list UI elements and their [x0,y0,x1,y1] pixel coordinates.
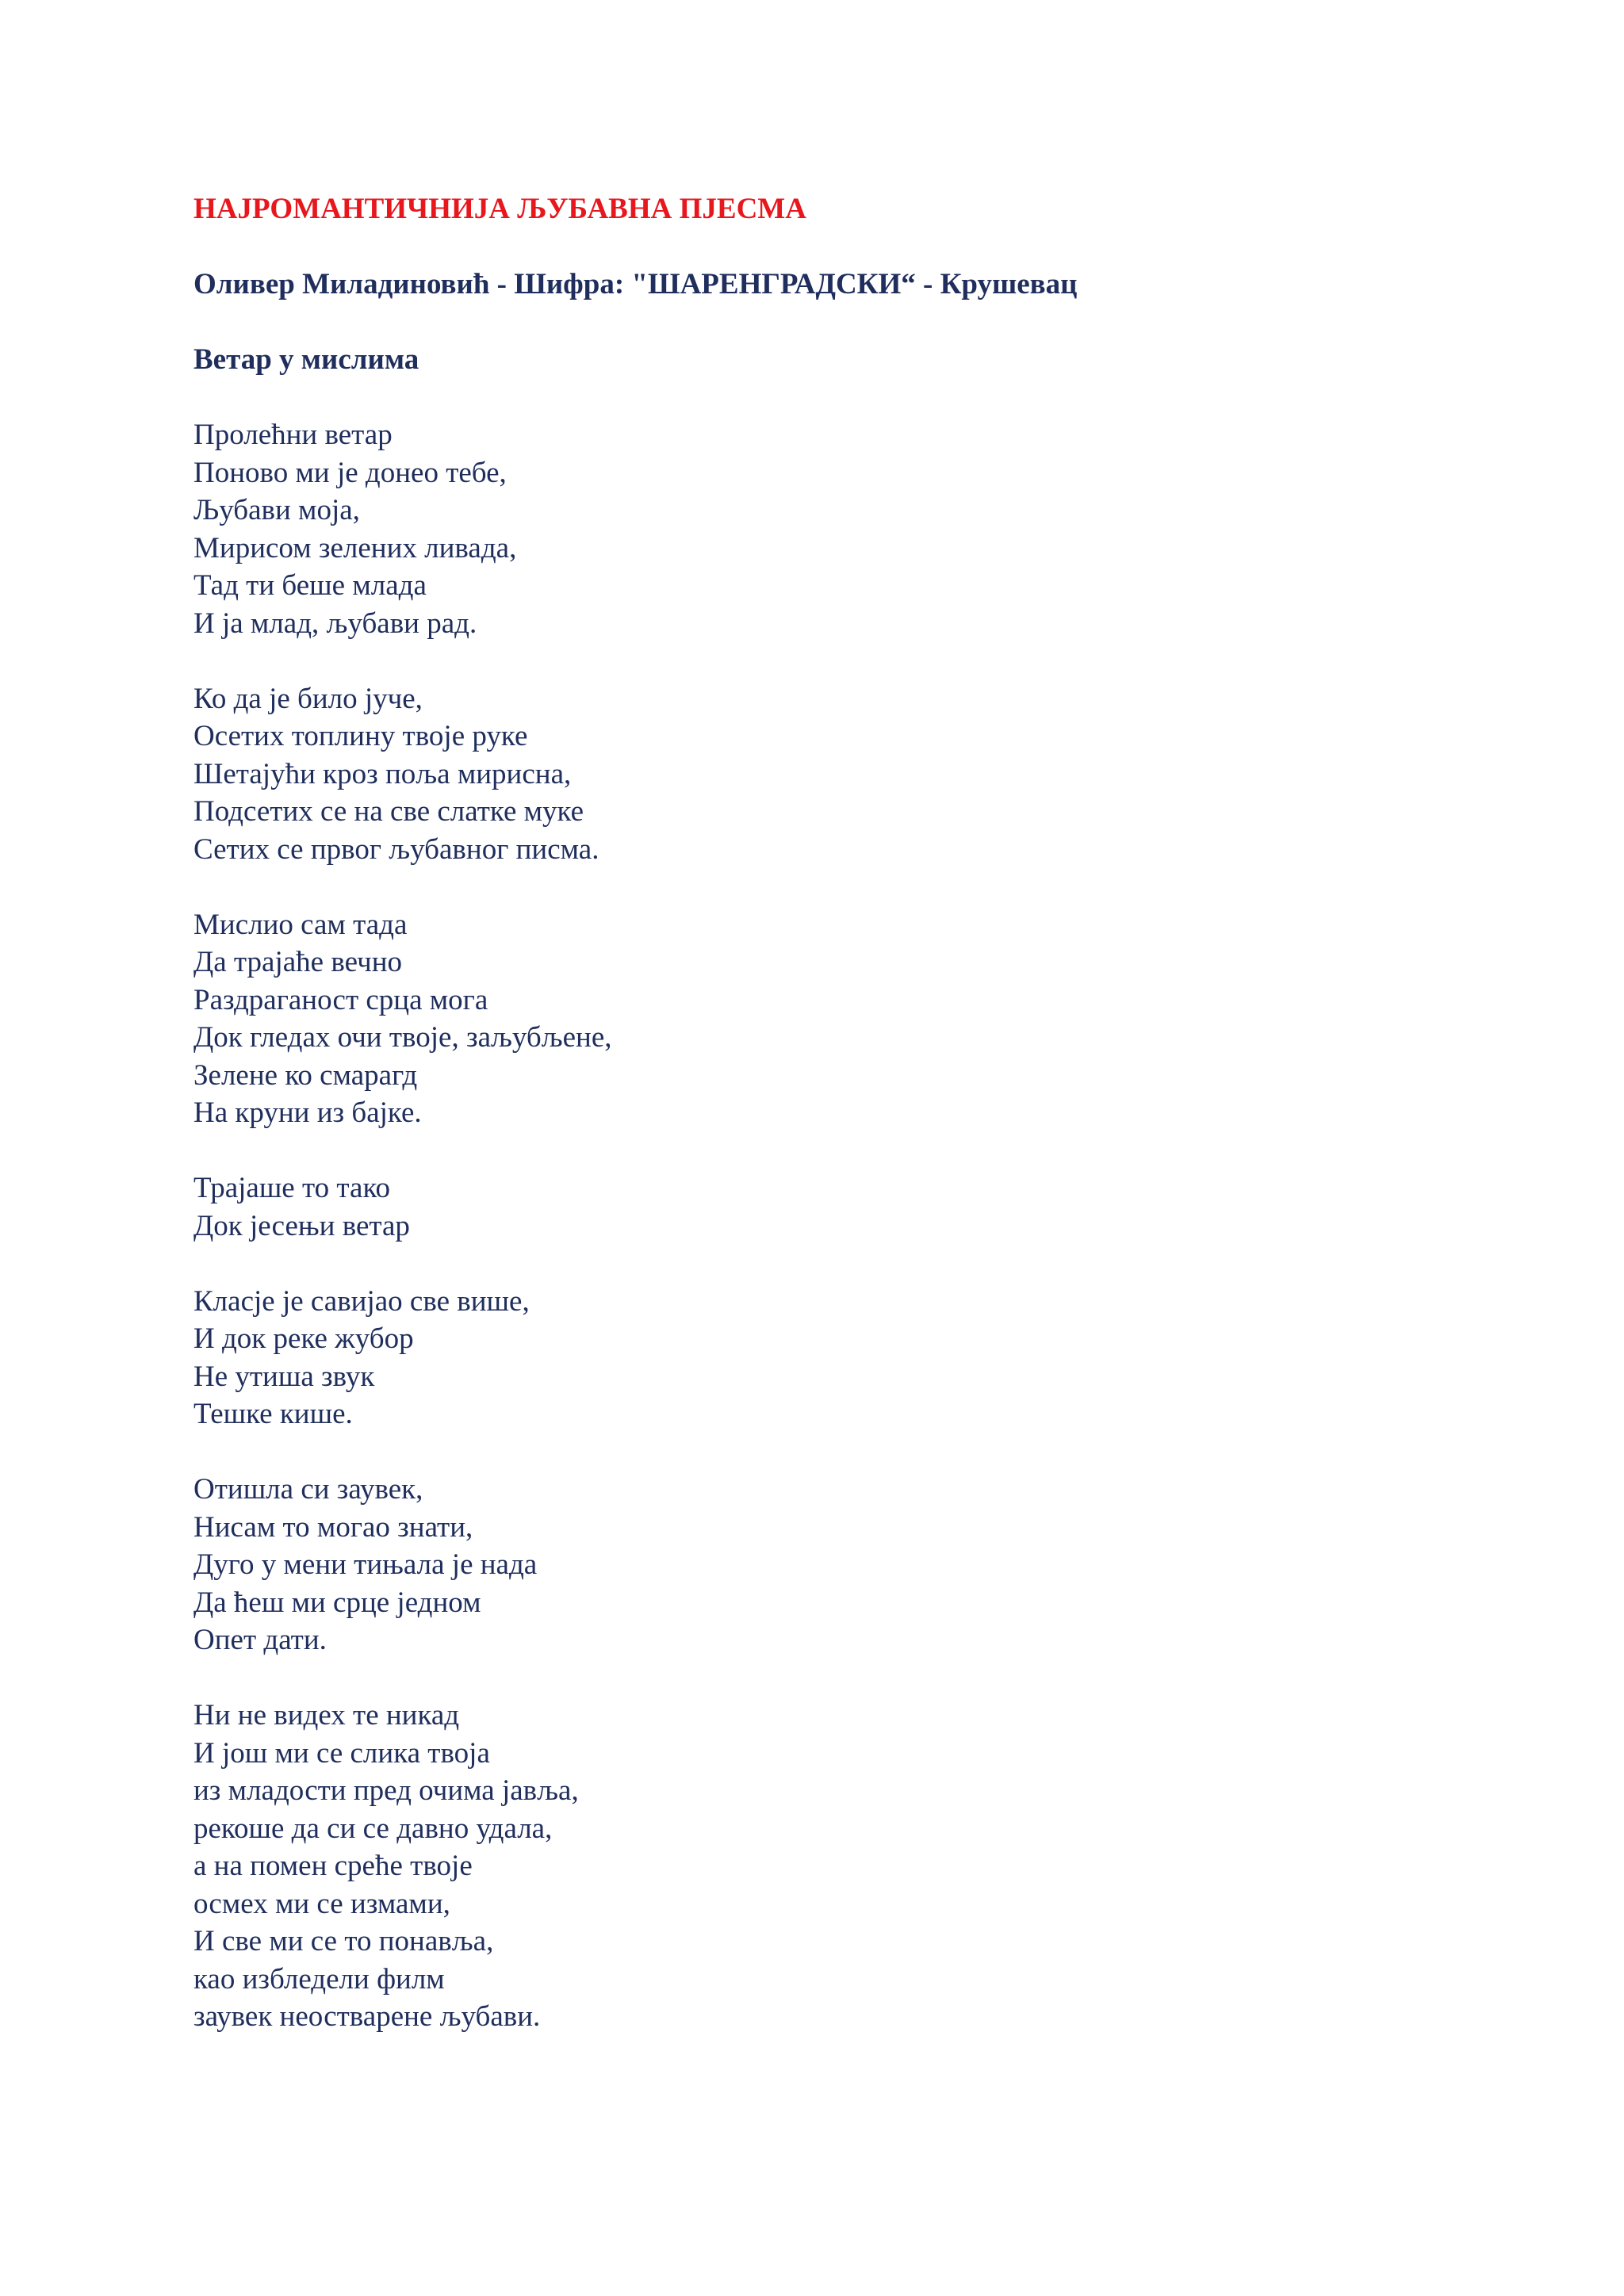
poem-line: Дуго у мени тињала је нада [193,1548,538,1581]
poem-line: Ни не видех те никад [193,1699,460,1732]
poem-line: Мирисом зелених ливада, [193,531,517,564]
poem-line: Мислио сам тада [193,908,408,941]
poem-stanza [193,1283,1542,1433]
poem-line: Да ћеш ми срце једном [193,1586,481,1619]
poem-line: Не утиша звук [193,1360,375,1393]
poem-line: Да трајаће вечно [193,946,402,978]
poem-stanza [193,1471,1542,1659]
poem-title: Ветар у мислима [193,343,419,376]
poem-line: Тад ти беше млада [193,569,427,602]
poem-line: као избледели филм [193,1962,445,1996]
poem-line: осмех ми се измами, [193,1887,450,1920]
poem-stanza [193,906,1542,1132]
poem-line: Трајаше то тако [193,1172,391,1204]
poem-line: а на помен среће твоје [193,1850,473,1882]
poem-line: И док реке жубор [193,1322,414,1355]
poem-line: Поново ми је донео тебе, [193,456,507,489]
poem-line: рекоше да си се давно удала, [193,1812,553,1845]
poem-line: Док гледах очи твоје, заљубљене, [193,1021,612,1054]
poem-stanza [193,1169,1542,1245]
poem-line: Сетих се првог љубавног писма. [193,832,599,866]
poem-line: Тешке кише. [193,1398,353,1430]
poem-stanza [193,680,1542,869]
document-title: НАЈРОМАНТИЧНИЈА ЉУБАВНА ПЈЕСМА [193,193,806,225]
poem-line: Ко да је било јуче, [193,682,423,715]
poem-line: И још ми се слика твоја [193,1736,490,1770]
poem-line: Љубави моја, [193,494,360,526]
poem-line: Раздраганост срца мога [193,983,488,1016]
poem-line: из младости пред очима јавља, [193,1774,579,1807]
poem-line: И све ми се то понавља, [193,1925,494,1957]
poem-line: Подсетих се на све слатке муке [193,795,584,828]
author-line: Оливер Миладиновић - Шифра: "ШАРЕНГРАДСКИ“ - Крушевац [193,268,1078,300]
poem-line: Класје је савијао све више, [193,1284,530,1318]
poem-line: Опет дати. [193,1624,327,1656]
poem-line: Нисам то могао знати, [193,1510,473,1544]
poem-line: Отишла си заувек, [193,1473,423,1506]
poem-line: Зелене ко смарагд [193,1058,418,1092]
poem-line: Шетајући кроз поља мирисна, [193,757,572,790]
poem-stanza [193,416,1542,642]
poem-body [193,416,1542,2036]
poem-line: Док јесењи ветар [193,1209,410,1242]
poem-stanza [193,1697,1542,2036]
poem-line: На круни из бајке. [193,1096,422,1129]
poem-line: Пролећни ветар [193,419,393,451]
poem-line: И ја млад, љубави рад. [193,607,477,640]
poem-line: Осетих топлину твоје руке [193,720,528,752]
poem-line: заувек неостварене љубави. [193,2000,541,2033]
document-content [193,190,1542,2073]
